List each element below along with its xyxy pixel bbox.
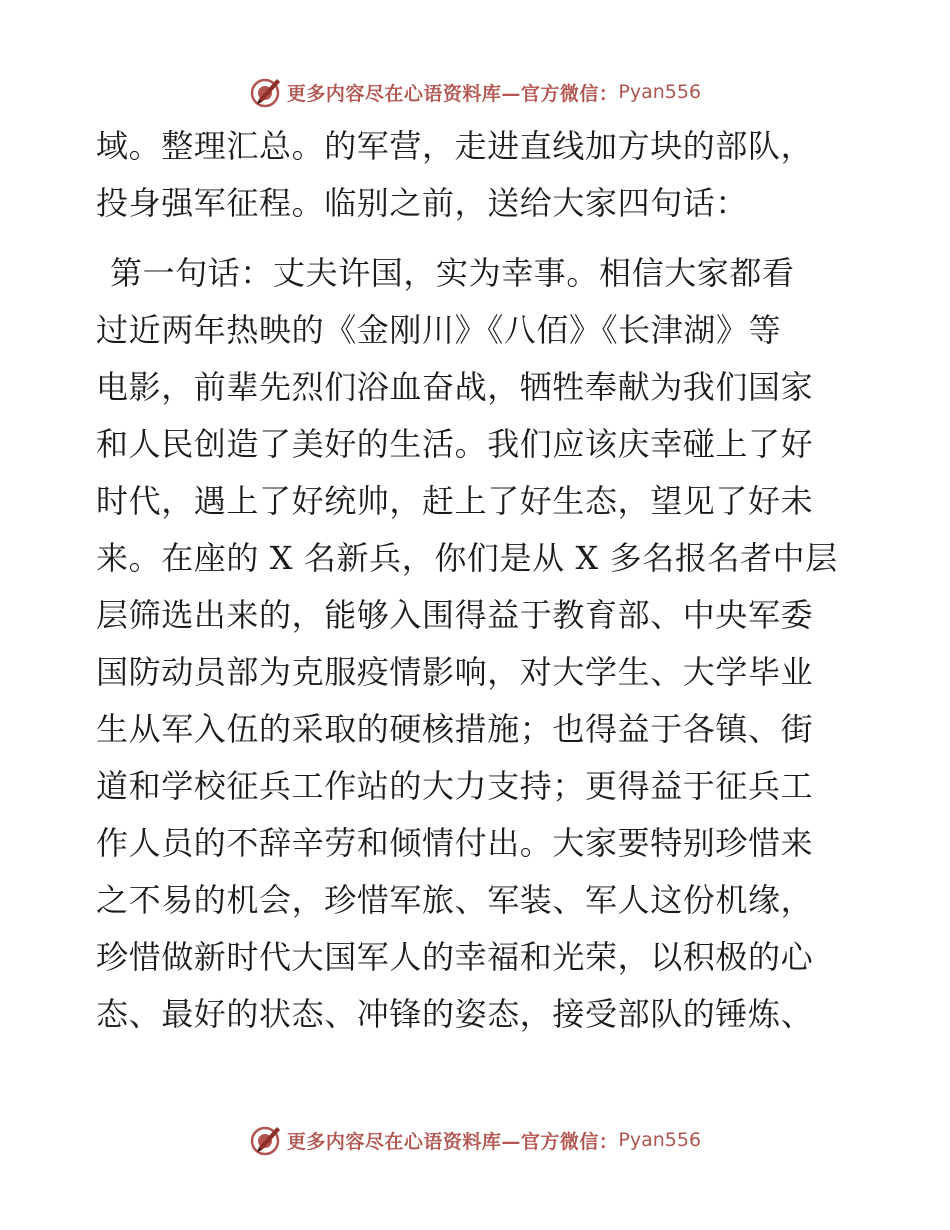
text-line: 层筛选出来的，能够入围得益于教育部、中央军委 — [96, 596, 814, 634]
pen-logo-icon — [249, 1123, 283, 1157]
text-line: 电影，前辈先烈们浴血奋战，牺牲奉献为我们国家 — [96, 368, 814, 406]
text-line: 珍惜做新时代大国军人的幸福和光荣，以积极的心 — [96, 938, 814, 976]
header-wechat-id: Pyan556 — [618, 81, 702, 103]
footer-wechat-id: Pyan556 — [618, 1129, 702, 1151]
text-line: 来。在座的 X 名新兵，你们是从 X 多名报名者中层 — [96, 539, 838, 577]
text-line: 第一句话：丈夫许国，实为幸事。相信大家都看 — [110, 254, 795, 292]
text-line: 和人民创造了美好的生活。我们应该庆幸碰上了好 — [96, 425, 814, 463]
document-body — [96, 118, 856, 1043]
paragraph-2 — [96, 245, 856, 1043]
text-line: 域。整理汇总。的军营，走进直线加方块的部队， — [96, 127, 814, 165]
text-line: 道和学校征兵工作站的大力支持；更得益于征兵工 — [96, 767, 814, 805]
text-line: 作人员的不辞辛劳和倾情付出。大家要特别珍惜来 — [96, 824, 814, 862]
text-line: 投身强军征程。临别之前，送给大家四句话： — [96, 184, 749, 222]
text-line: 时代，遇上了好统帅，赶上了好生态，望见了好未 — [96, 482, 814, 520]
text-line: 国防动员部为克服疫情影响，对大学生、大学毕业 — [96, 653, 814, 691]
header-text: 更多内容尽在心语资料库—官方微信： — [286, 82, 619, 105]
text-line: 生从军入伍的采取的硬核措施；也得益于各镇、街 — [96, 710, 814, 748]
text-line: 过近两年热映的《金刚川》《八佰》《长津湖》等 — [96, 311, 782, 349]
footer-watermark — [0, 1120, 950, 1160]
header-watermark — [0, 72, 950, 112]
text-line: 态、最好的状态、冲锋的姿态，接受部队的锤炼、 — [96, 995, 814, 1033]
pen-logo-icon — [249, 75, 283, 109]
text-line: 之不易的机会，珍惜军旅、军装、军人这份机缘， — [96, 881, 814, 919]
footer-text: 更多内容尽在心语资料库—官方微信： — [286, 1130, 619, 1153]
paragraph-1 — [96, 118, 856, 232]
